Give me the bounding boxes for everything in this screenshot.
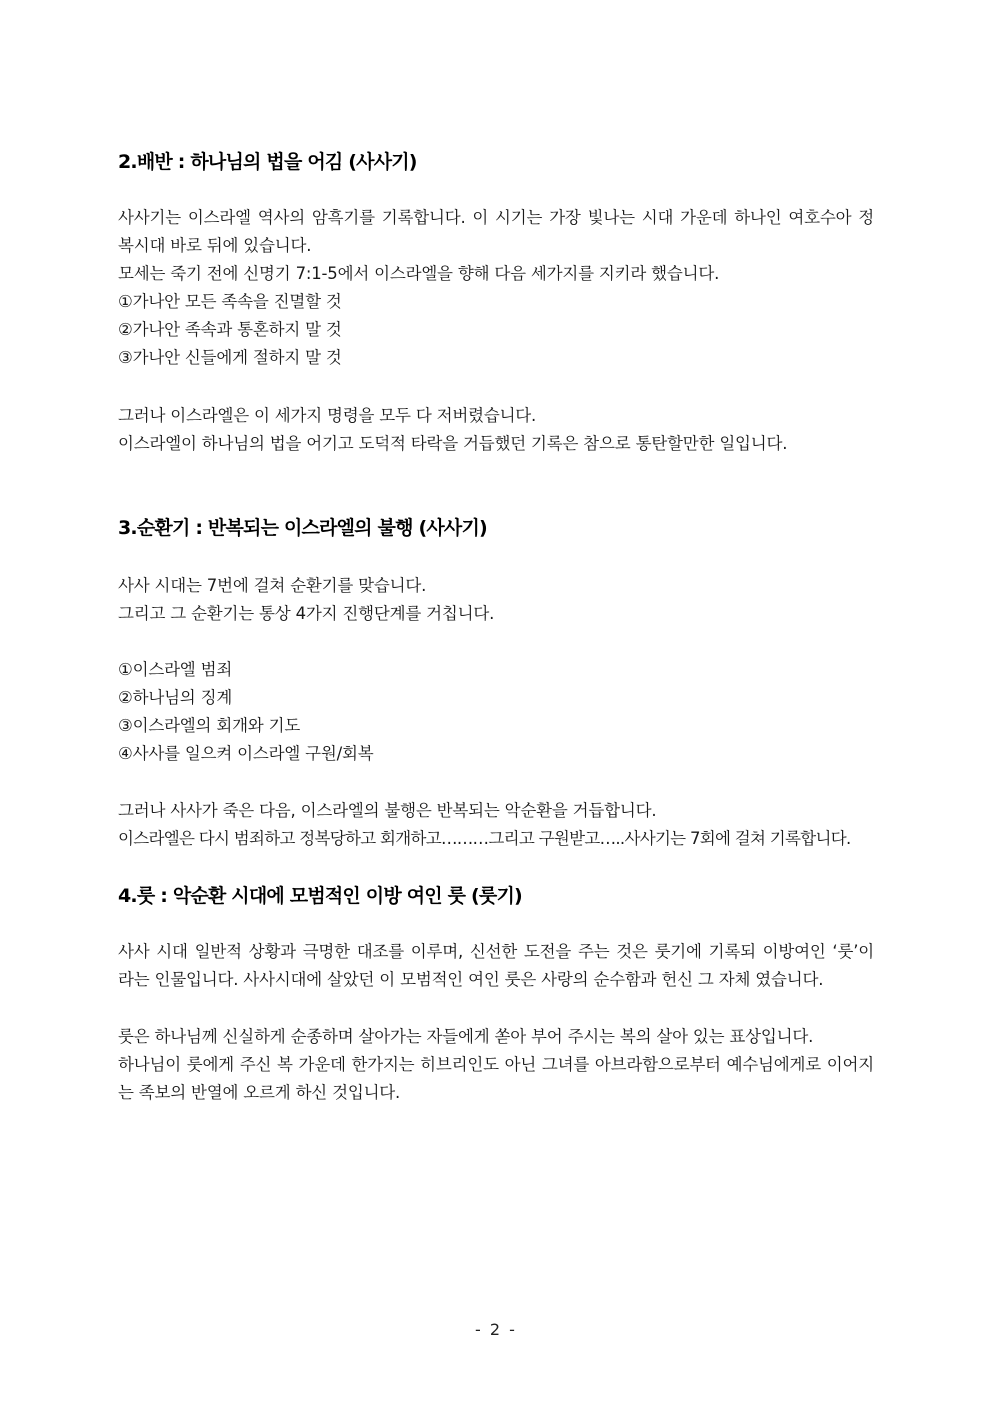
- list-item: ③이스라엘의 회개와 기도: [118, 716, 301, 735]
- paragraph-betrayal-conclusion: [118, 402, 874, 458]
- text-line: 모세는 죽기 전에 신명기 7:1-5에서 이스라엘을 향해 다음 세가지를 지키라 했습니다.: [118, 264, 720, 283]
- text-line: 사사 시대 일반적 상황과 극명한 대조를 이루며, 신선한 도전을 주는 것은 룻기에 기록되 이방여인 ‘룻’이: [118, 942, 874, 961]
- paragraph-cycle-steps: [118, 656, 874, 768]
- section-heading-cycle: 3.순환기 : 반복되는 이스라엘의 불행 (사사기): [118, 517, 487, 539]
- list-item: ②하나님의 징계: [118, 688, 233, 707]
- text-line: 는 족보의 반열에 오르게 하신 것입니다.: [118, 1083, 401, 1102]
- text-line: 그러나 이스라엘은 이 세가지 명령을 모두 다 저버렸습니다.: [118, 406, 537, 425]
- text-line: 그리고 그 순환기는 통상 4가지 진행단계를 거칩니다.: [118, 604, 495, 623]
- list-item: ②가나안 족속과 통혼하지 말 것: [118, 320, 342, 339]
- text-line: 룻은 하나님께 신실하게 순종하며 살아가는 자들에게 쏟아 부어 주시는 복의 살아 있는 표상입니다.: [118, 1027, 814, 1046]
- paragraph-betrayal-intro: [118, 204, 874, 372]
- text-line: 이스라엘은 다시 범죄하고 정복당하고 회개하고………그리고 구원받고…..사사기는 7회에 걸쳐 기록합니다.: [118, 829, 851, 848]
- paragraph-ruth-intro: [118, 938, 874, 994]
- text-line: 사사기는 이스라엘 역사의 암흑기를 기록합니다. 이 시기는 가장 빛나는 시대 가운데 하나인 여호수아 정: [118, 208, 874, 227]
- list-item: ①이스라엘 범죄: [118, 660, 233, 679]
- page-number: - 2 -: [475, 1320, 517, 1339]
- text-line: 그러나 사사가 죽은 다음, 이스라엘의 불행은 반복되는 악순환을 거듭합니다.: [118, 801, 657, 820]
- text-line: 사사 시대는 7번에 걸쳐 순환기를 맞습니다.: [118, 576, 427, 595]
- paragraph-ruth-blessing: [118, 1023, 874, 1107]
- text-line: 하나님이 룻에게 주신 복 가운데 한가지는 히브리인도 아닌 그녀를 아브라함으로부터 예수님에게로 이어지: [118, 1055, 874, 1074]
- text-line: 복시대 바로 뒤에 있습니다.: [118, 236, 312, 255]
- text-line: 라는 인물입니다. 사사시대에 살았던 이 모범적인 여인 룻은 사랑의 순수함과 헌신 그 자체 였습니다.: [118, 970, 824, 989]
- list-item: ③가나안 신들에게 절하지 말 것: [118, 348, 342, 367]
- text-line: 이스라엘이 하나님의 법을 어기고 도덕적 타락을 거듭했던 기록은 참으로 통탄할만한 일입니다.: [118, 434, 788, 453]
- list-item: ①가나안 모든 족속을 진멸할 것: [118, 292, 342, 311]
- list-item: ④사사를 일으켜 이스라엘 구원/회복: [118, 744, 374, 763]
- section-heading-betrayal: 2.배반 : 하나님의 법을 어김 (사사기): [118, 151, 417, 173]
- section-heading-ruth: 4.룻 : 악순환 시대에 모범적인 이방 여인 룻 (룻기): [118, 885, 522, 907]
- paragraph-cycle-conclusion: [118, 797, 874, 853]
- paragraph-cycle-intro: [118, 572, 874, 628]
